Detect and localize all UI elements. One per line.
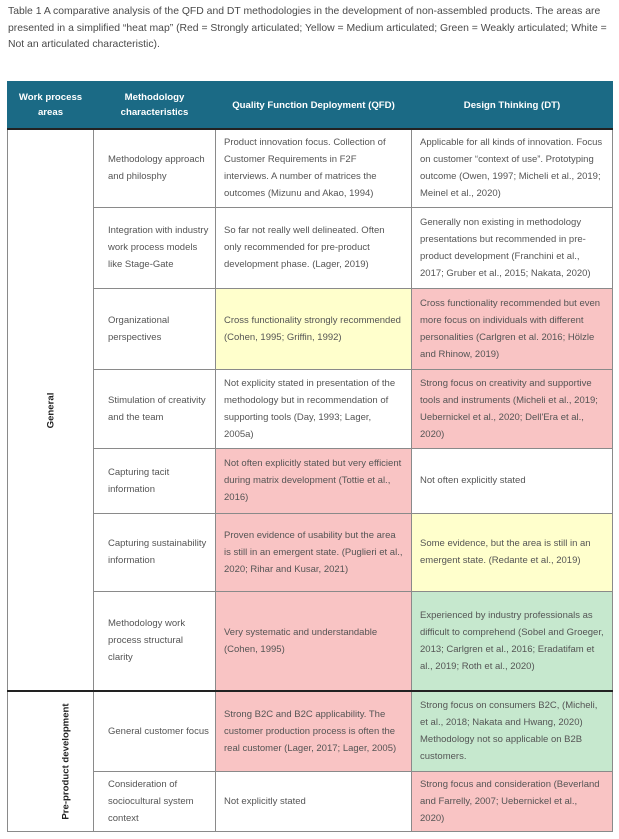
characteristic-cell: Capturing sustainability information	[94, 513, 216, 591]
table-row	[8, 448, 613, 513]
dt-cell: Not often explicitly stated	[412, 448, 613, 513]
header-row	[8, 82, 613, 130]
dt-cell: Some evidence, but the area is still in an emergent state. (Redante et al., 2019)	[412, 513, 613, 591]
table-row	[8, 129, 613, 207]
dt-cell: Applicable for all kinds of innovation. Focus on customer “context of use”. Prototyping outcome (Owen, 1997; Micheli et al., 2019; Meinel et al., 2020)	[412, 129, 613, 207]
table-row	[8, 288, 613, 369]
comparison-table	[7, 81, 613, 832]
qfd-cell: Strong B2C and B2C applicability. The customer production process is often the real customer (Lager, 2017; Lager, 2005)	[216, 691, 412, 771]
table-caption: Table 1 A comparative analysis of the QFD and DT methodologies in the development of non-assembled products. The areas are presented in a simplified “heat map” (Red = Strongly articulated; Yellow = Medium articulated; Green = Weakly articulated; White = Not an articulated characteristic).	[8, 6, 607, 50]
qfd-cell: Cross functionality strongly recommended (Cohen, 1995; Griffin, 1992)	[216, 288, 412, 369]
table-row	[8, 207, 613, 288]
dt-cell: Generally non existing in methodology presentations but recommended in pre-product development (Franchini et al., 2017; Gruber et al., 2015; Nakata, 2020)	[412, 207, 613, 288]
table-row	[8, 513, 613, 591]
characteristic-cell: Methodology approach and philosphy	[94, 129, 216, 207]
characteristic-cell: Organizational perspectives	[94, 288, 216, 369]
dt-cell: Strong focus on consumers B2C, (Micheli, et al., 2018; Nakata and Hwang, 2020) Methodology not so applicable on B2B customers.	[412, 691, 613, 771]
header-work-process-areas: Work process areas	[8, 82, 94, 130]
qfd-cell: Not explicitly stated	[216, 771, 412, 831]
qfd-cell: Product innovation focus. Collection of Customer Requirements in F2F interviews. A number of matrices the outcomes (Mizunu and Akao, 1994)	[216, 129, 412, 207]
table-row	[8, 771, 613, 831]
area-general: General	[8, 129, 94, 691]
qfd-cell: Not explicity stated in presentation of the methodology but in recommendation of supporting tools (Day, 1993; Lager, 2005a)	[216, 369, 412, 448]
table-row	[8, 691, 613, 771]
dt-cell: Strong focus on creativity and supportive tools and instruments (Micheli et al., 2019; Uebernickel et al., 2020; Dell'Era et al., 2020)	[412, 369, 613, 448]
table-row	[8, 369, 613, 448]
qfd-cell: Not often explicitly stated but very efficient during matrix development (Tottie et al., 2016)	[216, 448, 412, 513]
area-pre-product-development: Pre-product development	[8, 691, 94, 831]
header-qfd: Quality Function Deployment (QFD)	[216, 82, 412, 130]
header-methodology-characteristics: Methodology characteristics	[94, 82, 216, 130]
dt-cell: Experienced by industry professionals as difficult to comprehend (Sobel and Groeger, 2013; Carlgren et al., 2016; Eradatifam et al., 2019; Roth et al., 2020)	[412, 591, 613, 691]
qfd-cell: So far not really well delineated. Often only recommended for pre-product development phase. (Lager, 2019)	[216, 207, 412, 288]
characteristic-cell: General customer focus	[94, 691, 216, 771]
qfd-cell: Very systematic and understandable (Cohen, 1995)	[216, 591, 412, 691]
dt-cell: Cross functionality recommended but even more focus on individuals with different personalities (Carlgren et al. 2016; Hölzle and Rhinow, 2019)	[412, 288, 613, 369]
characteristic-cell: Capturing tacit information	[94, 448, 216, 513]
qfd-cell: Proven evidence of usability but the area is still in an emergent state. (Puglieri et al., 2020; Rihar and Kusar, 2021)	[216, 513, 412, 591]
characteristic-cell: Integration with industry work process models like Stage-Gate	[94, 207, 216, 288]
characteristic-cell: Methodology work process structural clarity	[94, 591, 216, 691]
characteristic-cell: Stimulation of creativity and the team	[94, 369, 216, 448]
header-dt: Design Thinking (DT)	[412, 82, 613, 130]
dt-cell: Strong focus and consideration (Beverland and Farrelly, 2007; Uebernickel et al., 2020)	[412, 771, 613, 831]
table-row	[8, 591, 613, 691]
characteristic-cell: Consideration of sociocultural system context	[94, 771, 216, 831]
